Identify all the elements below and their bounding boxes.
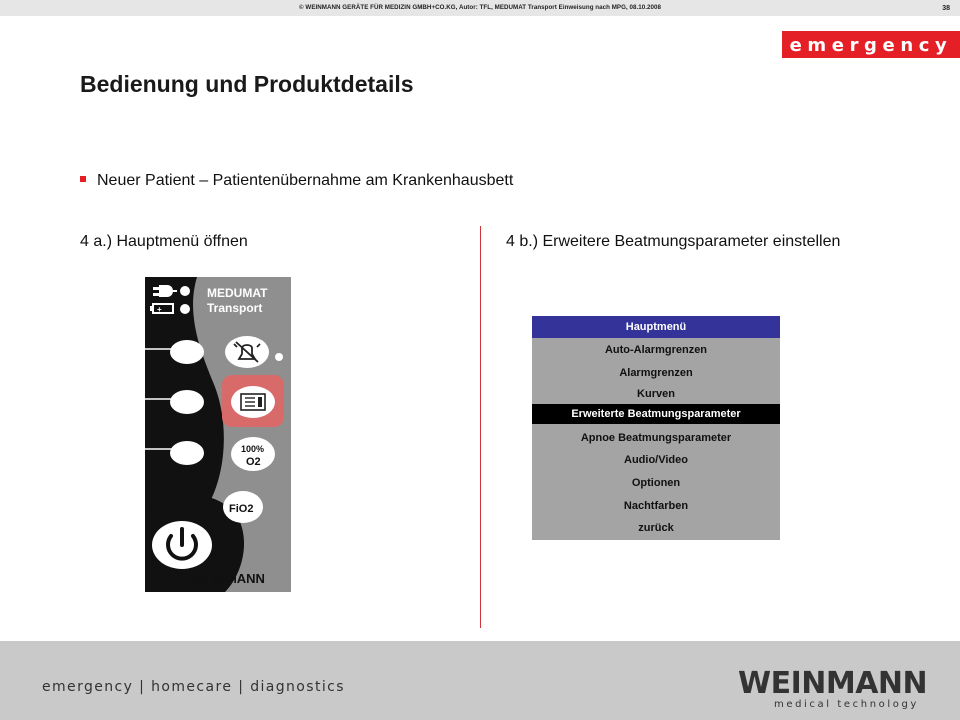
- footer-tagline: emergency | homecare | diagnostics: [42, 679, 345, 695]
- softkey-2[interactable]: [170, 390, 204, 414]
- main-menu-screen: [532, 316, 780, 540]
- menu-item-kurven[interactable]: Kurven: [637, 388, 675, 400]
- menu-item-alarmgrenzen[interactable]: Alarmgrenzen: [619, 367, 693, 379]
- copyright-text: © WEINMANN GERÄTE FÜR MEDIZIN GMBH+CO.KG, Autor: TFL, MEDUMAT Transport Einweisung nach MPG, 08.10.2008: [299, 4, 661, 11]
- column-divider: [480, 226, 481, 628]
- step-a-heading: 4 a.) Hauptmenü öffnen: [80, 233, 248, 250]
- device-brand-line1: MEDUMAT: [207, 286, 268, 300]
- menu-item-nachtfarben[interactable]: Nachtfarben: [623, 500, 689, 512]
- menu-title: Hauptmenü: [532, 316, 780, 338]
- svg-text:+: +: [157, 305, 162, 314]
- menu-item-optionen[interactable]: Optionen: [631, 477, 681, 489]
- footer: [0, 641, 960, 720]
- fio2-label: FiO2: [229, 503, 254, 515]
- medumat-device-panel: [145, 277, 291, 592]
- page-title: Bedienung und Produktdetails: [80, 71, 414, 97]
- emergency-badge-label: emergency: [789, 35, 953, 56]
- menu-item-auto-alarmgrenzen[interactable]: Auto-Alarmgrenzen: [604, 344, 708, 356]
- top-bar: [0, 0, 960, 16]
- step-b-heading: 4 b.) Erweitere Beatmungsparameter einstellen: [506, 233, 841, 250]
- menu-item-zurueck[interactable]: zurück: [638, 522, 674, 534]
- weinmann-logo: [736, 649, 926, 715]
- menu-item-apnoe-beatmungsparameter[interactable]: Apnoe Beatmungsparameter: [580, 432, 732, 444]
- emergency-badge: [782, 31, 960, 58]
- menu-item-audio-video[interactable]: Audio/Video: [624, 454, 688, 466]
- o2-100-label: 100%: [241, 444, 265, 454]
- bullet-square-icon: [80, 176, 86, 182]
- page-number: 38: [942, 5, 950, 12]
- bullet-item: [80, 172, 513, 190]
- softkey-3[interactable]: [170, 441, 204, 465]
- bullet-text: Neuer Patient – Patientenübernahme am Krankenhausbett: [97, 172, 514, 189]
- logo-subtitle: medical technology: [774, 699, 919, 710]
- device-brand-line2: Transport: [207, 301, 263, 315]
- logo-word: WEINMANN: [738, 666, 928, 701]
- device-maker: WEINMANN: [192, 571, 265, 586]
- o2-symbol: O2: [246, 456, 261, 468]
- menu-item-erweiterte-beatmungsparameter[interactable]: Erweiterte Beatmungsparameter: [532, 404, 780, 424]
- softkey-1[interactable]: [170, 340, 204, 364]
